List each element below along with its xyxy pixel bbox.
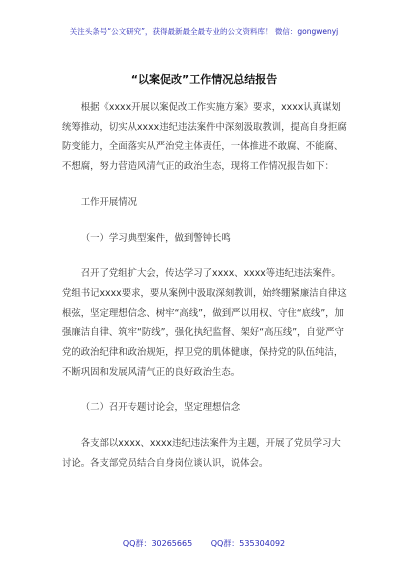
header-note: 关注头条号“公文研究”，获得最新最全最专业的公文资料库！ 微信：gongwenyj	[69, 27, 339, 36]
footer-qq-group-1: QQ群：30265665	[122, 539, 193, 548]
document-body	[62, 98, 348, 474]
subsection-2-heading: （二）召开专题讨论会，坚定理想信念	[80, 402, 241, 414]
footer-contacts	[0, 538, 408, 549]
intro-paragraph: 根据《xxxx开展以案促改工作实施方案》要求，xxxx认真谋划统筹推动，切实从xxxx违纪违法案件中深刻汲取教训，提高自身拒腐防变能力，全面落实从严治党主体责任，一体推进不敢腐、不能腐、不想腐，努力营造风清气正的政治生态，现将工作情况报告如下：	[62, 102, 347, 173]
footer-qq-group-2: QQ群：535304092	[210, 539, 286, 548]
subsection-1-heading: （一）学习典型案件，做到警钟长鸣	[80, 232, 231, 244]
section-heading: 工作开展情况	[80, 196, 138, 208]
subsection-2-body: 各支部以xxxx、xxxx违纪违法案件为主题，开展了党员学习大讨论。各支部党员结合自身岗位谈认识，说体会。	[62, 438, 341, 469]
document-title: “以案促改”工作情况总结报告	[130, 73, 278, 86]
subsection-1-body: 召开了党组扩大会，传达学习了xxxx、xxxx等违纪违法案件。党组书记xxxx要求，要从案例中汲取深刻教训，始终绷紧廉洁自律这根弦，坚定理想信念、树牢“高线”，做到严以用权、守住“底线”，加强廉洁自律、筑牢“防线”，强化执纪监督、架好“高压线”，自觉严守党的政治纪律和政治规矩，捍卫党的肌体健康，保持党的队伍纯洁，不断巩固和发展风清气正的良好政治生态。	[62, 268, 347, 378]
